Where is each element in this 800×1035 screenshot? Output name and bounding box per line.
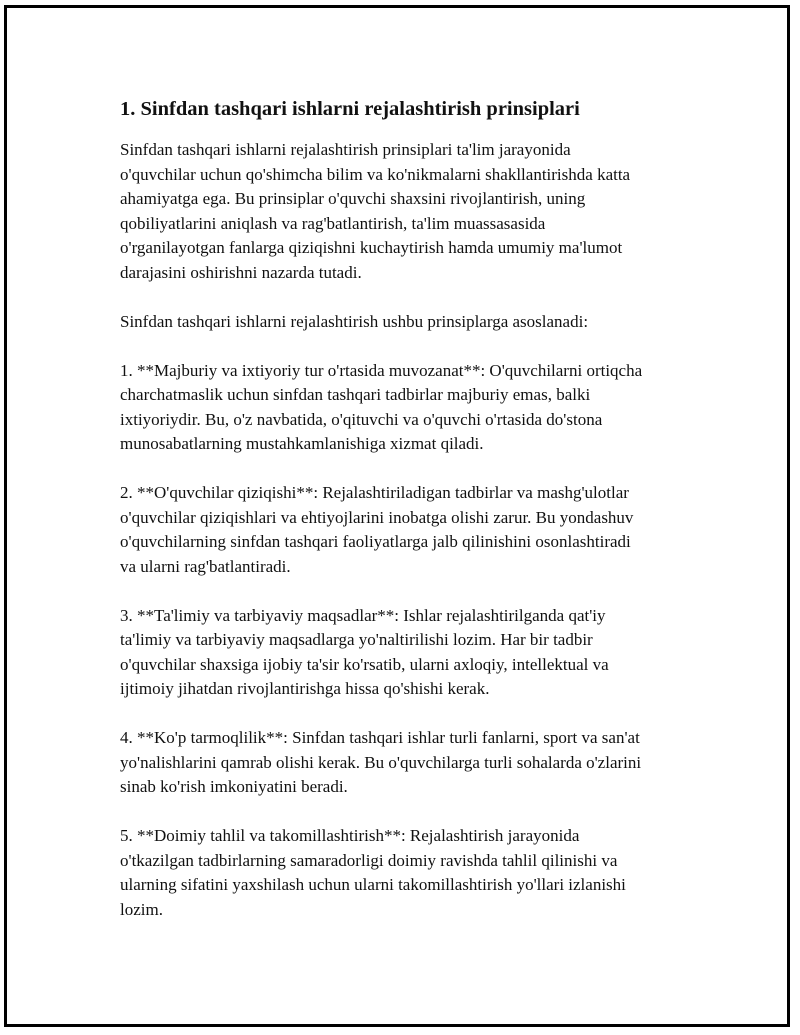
text-line: ahamiyatga ega. Bu prinsiplar o'quvchi shaxsini rivojlantirish, uning [120, 189, 586, 208]
text-line: Sinfdan tashqari ishlarni rejalashtirish prinsiplari ta'lim jarayonida [120, 140, 571, 159]
text-line: ijtimoiy jihatdan rivojlantirishga hissa qo'shishi kerak. [120, 679, 490, 698]
text-line: 4. **Ko'p tarmoqlilik**: Sinfdan tashqari ishlar turli fanlarni, sport va san'at [120, 728, 640, 747]
text-line: o'quvchilar uchun qo'shimcha bilim va ko'nikmalarni shakllantirishda katta [120, 164, 631, 184]
text-line: ixtiyoriydir. Bu, o'z navbatida, o'qituvchi va o'quvchi o'rtasida do'stona [120, 409, 603, 429]
text-line: o'quvchilar shaxsiga ijobiy ta'sir ko'rsatib, ularni axloqiy, intellektual va [120, 654, 609, 674]
intro-paragraph [120, 138, 700, 285]
text-line: 3. **Ta'limiy va tarbiyaviy maqsadlar**: Ishlar rejalashtirilganda qat'iy [120, 605, 606, 625]
text-line: 5. **Doimiy tahlil va takomillashtirish**: Rejalashtirish jarayonida [120, 826, 580, 845]
text-line: lozim. [120, 899, 163, 919]
text-line: 2. **O'quvchilar qiziqishi**: Rejalashtiriladigan tadbirlar va mashg'ulotlar [120, 483, 629, 502]
text-line: o'tkazilgan tadbirlarning samaradorligi doimiy ravishda tahlil qilinishi va [120, 850, 618, 870]
principle-1-paragraph [120, 359, 700, 457]
document-title: 1. Sinfdan tashqari ishlarni rejalashtirish prinsiplari [120, 98, 580, 120]
document-content [120, 96, 700, 947]
text-line: o'quvchilar qiziqishlari va ehtiyojlarini inobatga olishi zarur. Bu yondashuv [120, 507, 634, 527]
principle-4-paragraph [120, 726, 700, 800]
text-line: yo'nalishlarini qamrab olishi kerak. Bu o'quvchilarga turli sohalarda o'zlarini [120, 752, 642, 772]
text-line: o'rganilayotgan fanlarga qiziqishni kuchaytirish hamda umumiy ma'lumot [120, 238, 623, 257]
document-page [4, 5, 790, 1027]
principle-2-paragraph [120, 481, 700, 579]
text-line: charchatmaslik uchun sinfdan tashqari tadbirlar majburiy emas, balki [120, 385, 591, 404]
text-line: darajasini oshirishni nazarda tutadi. [120, 262, 362, 282]
text-line: sinab ko'rish imkoniyatini beradi. [120, 777, 348, 796]
principle-3-paragraph [120, 604, 700, 702]
text-line: Sinfdan tashqari ishlarni rejalashtirish ushbu prinsiplarga asoslanadi: [120, 311, 589, 331]
principle-5-paragraph [120, 824, 700, 922]
text-line: va ularni rag'batlantiradi. [120, 556, 291, 576]
text-line: ularning sifatini yaxshilash uchun ularni takomillashtirish yo'llari izlanishi [120, 875, 626, 894]
text-line: munosabatlarning mustahkamlanishiga xizmat qiladi. [120, 434, 484, 453]
text-line: ta'limiy va tarbiyaviy maqsadlarga yo'naltirilishi lozim. Har bir tadbir [120, 630, 593, 649]
text-line: qobiliyatlarini aniqlash va rag'batlantirish, ta'lim muassasasida [120, 213, 546, 233]
text-line: o'quvchilarning sinfdan tashqari faoliyatlarga jalb qilinishini osonlashtiradi [120, 532, 631, 551]
principles-intro-paragraph [120, 310, 700, 335]
text-line: 1. **Majburiy va ixtiyoriy tur o'rtasida muvozanat**: O'quvchilarni ortiqcha [120, 360, 643, 380]
